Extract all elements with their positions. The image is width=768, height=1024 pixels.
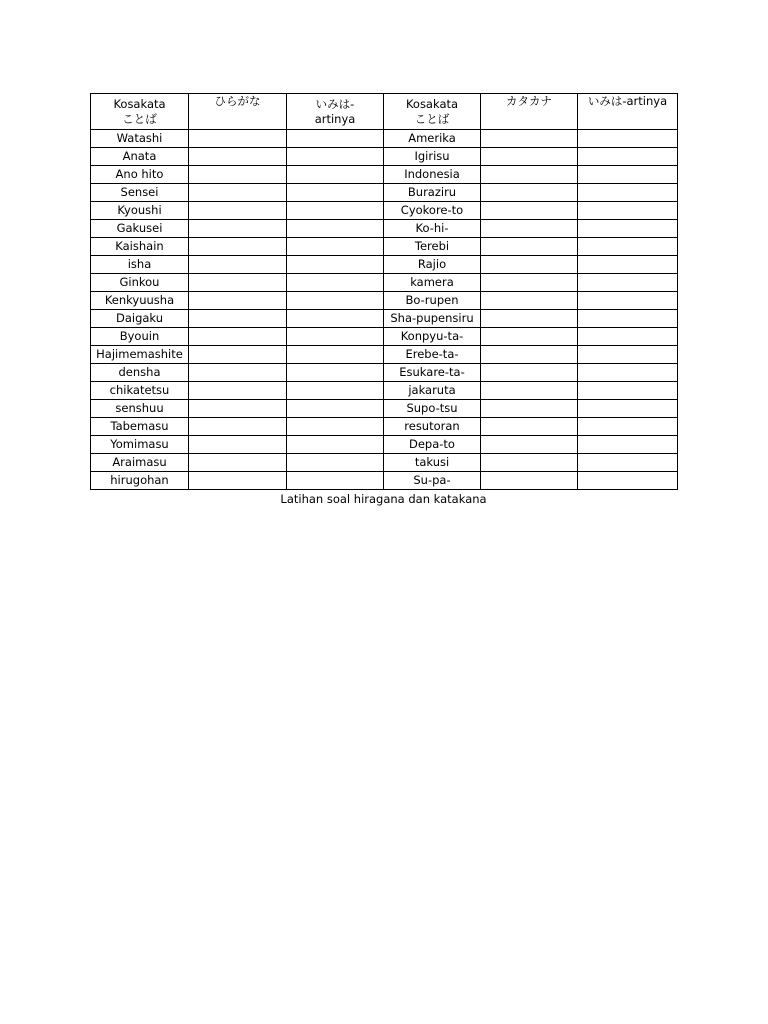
header-imi-left-line2: artinya <box>314 111 356 126</box>
artinya-left-answer-cell[interactable] <box>287 418 384 436</box>
table-row <box>91 202 678 220</box>
artinya-right-answer-cell[interactable] <box>578 202 678 220</box>
kosakata-right-cell: kamera <box>384 274 481 292</box>
artinya-right-answer-cell[interactable] <box>578 220 678 238</box>
table-row <box>91 328 678 346</box>
artinya-right-answer-cell[interactable] <box>578 184 678 202</box>
artinya-right-answer-cell[interactable] <box>578 454 678 472</box>
hiragana-answer-cell[interactable] <box>189 436 287 454</box>
kosakata-right-cell: resutoran <box>384 418 481 436</box>
katakana-answer-cell[interactable] <box>481 418 578 436</box>
hiragana-answer-cell[interactable] <box>189 328 287 346</box>
artinya-left-answer-cell[interactable] <box>287 382 384 400</box>
table-row <box>91 166 678 184</box>
artinya-left-answer-cell[interactable] <box>287 166 384 184</box>
hiragana-answer-cell[interactable] <box>189 454 287 472</box>
kosakata-right-cell: Indonesia <box>384 166 481 184</box>
katakana-answer-cell[interactable] <box>481 148 578 166</box>
artinya-left-answer-cell[interactable] <box>287 148 384 166</box>
header-kosakata-left <box>91 94 189 130</box>
kosakata-right-cell: Rajio <box>384 256 481 274</box>
table-row <box>91 400 678 418</box>
katakana-answer-cell[interactable] <box>481 400 578 418</box>
kosakata-left-cell: Anata <box>91 148 189 166</box>
table-row <box>91 130 678 148</box>
artinya-right-answer-cell[interactable] <box>578 418 678 436</box>
katakana-answer-cell[interactable] <box>481 274 578 292</box>
katakana-answer-cell[interactable] <box>481 472 578 490</box>
kosakata-left-cell: Byouin <box>91 328 189 346</box>
kosakata-right-cell: Konpyu-ta- <box>384 328 481 346</box>
hiragana-answer-cell[interactable] <box>189 238 287 256</box>
kosakata-right-cell: Cyokore-to <box>384 202 481 220</box>
table-row <box>91 220 678 238</box>
kosakata-left-cell: densha <box>91 364 189 382</box>
artinya-right-answer-cell[interactable] <box>578 256 678 274</box>
header-hiragana: ひらがな <box>189 94 287 130</box>
kosakata-right-cell: Amerika <box>384 130 481 148</box>
vocabulary-table <box>90 93 678 490</box>
header-kosakata-right <box>384 94 481 130</box>
table-row <box>91 418 678 436</box>
artinya-right-answer-cell[interactable] <box>578 472 678 490</box>
header-imi-left <box>287 94 384 130</box>
hiragana-answer-cell[interactable] <box>189 184 287 202</box>
katakana-answer-cell[interactable] <box>481 220 578 238</box>
artinya-left-answer-cell[interactable] <box>287 202 384 220</box>
artinya-right-answer-cell[interactable] <box>578 364 678 382</box>
kosakata-right-cell: Ko-hi- <box>384 220 481 238</box>
artinya-left-answer-cell[interactable] <box>287 400 384 418</box>
kosakata-left-cell: Gakusei <box>91 220 189 238</box>
kosakata-left-cell: chikatetsu <box>91 382 189 400</box>
worksheet <box>90 93 677 507</box>
hiragana-answer-cell[interactable] <box>189 382 287 400</box>
hiragana-answer-cell[interactable] <box>189 292 287 310</box>
header-katakana: カタカナ <box>481 94 578 130</box>
katakana-answer-cell[interactable] <box>481 292 578 310</box>
header-imi-right: いみは-artinya <box>578 94 678 130</box>
katakana-answer-cell[interactable] <box>481 328 578 346</box>
artinya-right-answer-cell[interactable] <box>578 346 678 364</box>
hiragana-answer-cell[interactable] <box>189 310 287 328</box>
kosakata-right-cell: jakaruta <box>384 382 481 400</box>
artinya-right-answer-cell[interactable] <box>578 310 678 328</box>
hiragana-answer-cell[interactable] <box>189 256 287 274</box>
header-kosakata-left-line1: Kosakata <box>113 96 166 111</box>
kosakata-left-cell: Ginkou <box>91 274 189 292</box>
katakana-answer-cell[interactable] <box>481 382 578 400</box>
hiragana-answer-cell[interactable] <box>189 274 287 292</box>
artinya-left-answer-cell[interactable] <box>287 310 384 328</box>
artinya-right-answer-cell[interactable] <box>578 328 678 346</box>
kosakata-right-cell: Bo-rupen <box>384 292 481 310</box>
artinya-right-answer-cell[interactable] <box>578 130 678 148</box>
artinya-left-answer-cell[interactable] <box>287 130 384 148</box>
hiragana-answer-cell[interactable] <box>189 364 287 382</box>
artinya-left-answer-cell[interactable] <box>287 454 384 472</box>
kosakata-left-cell: senshuu <box>91 400 189 418</box>
kosakata-right-cell: Su-pa- <box>384 472 481 490</box>
kosakata-right-cell: Esukare-ta- <box>384 364 481 382</box>
header-kosakata-left-line2: ことば <box>122 111 157 126</box>
table-row <box>91 274 678 292</box>
artinya-left-answer-cell[interactable] <box>287 328 384 346</box>
kosakata-left-cell: Tabemasu <box>91 418 189 436</box>
katakana-answer-cell[interactable] <box>481 256 578 274</box>
kosakata-right-cell: Depa-to <box>384 436 481 454</box>
katakana-answer-cell[interactable] <box>481 166 578 184</box>
artinya-right-answer-cell[interactable] <box>578 382 678 400</box>
kosakata-right-cell: Igirisu <box>384 148 481 166</box>
table-row <box>91 310 678 328</box>
header-imi-left-line1: いみは- <box>315 96 355 111</box>
artinya-right-answer-cell[interactable] <box>578 238 678 256</box>
kosakata-left-cell: Hajimemashite <box>91 346 189 364</box>
artinya-left-answer-cell[interactable] <box>287 472 384 490</box>
table-row <box>91 184 678 202</box>
table-row <box>91 364 678 382</box>
table-row <box>91 238 678 256</box>
kosakata-right-cell: Terebi <box>384 238 481 256</box>
katakana-answer-cell[interactable] <box>481 346 578 364</box>
hiragana-answer-cell[interactable] <box>189 220 287 238</box>
hiragana-answer-cell[interactable] <box>189 418 287 436</box>
artinya-left-answer-cell[interactable] <box>287 364 384 382</box>
kosakata-left-cell: isha <box>91 256 189 274</box>
table-row <box>91 472 678 490</box>
artinya-right-answer-cell[interactable] <box>578 292 678 310</box>
vocabulary-table-body <box>91 130 678 490</box>
kosakata-right-cell: Supo-tsu <box>384 400 481 418</box>
katakana-answer-cell[interactable] <box>481 454 578 472</box>
kosakata-left-cell: Sensei <box>91 184 189 202</box>
table-row <box>91 454 678 472</box>
katakana-answer-cell[interactable] <box>481 436 578 454</box>
artinya-right-answer-cell[interactable] <box>578 400 678 418</box>
kosakata-right-cell: Sha-pupensiru <box>384 310 481 328</box>
artinya-right-answer-cell[interactable] <box>578 274 678 292</box>
kosakata-left-cell: Ano hito <box>91 166 189 184</box>
table-row <box>91 292 678 310</box>
artinya-left-answer-cell[interactable] <box>287 256 384 274</box>
kosakata-left-cell: Watashi <box>91 130 189 148</box>
hiragana-answer-cell[interactable] <box>189 346 287 364</box>
katakana-answer-cell[interactable] <box>481 238 578 256</box>
hiragana-answer-cell[interactable] <box>189 202 287 220</box>
artinya-left-answer-cell[interactable] <box>287 274 384 292</box>
artinya-right-answer-cell[interactable] <box>578 166 678 184</box>
hiragana-answer-cell[interactable] <box>189 400 287 418</box>
kosakata-left-cell: Kaishain <box>91 238 189 256</box>
katakana-answer-cell[interactable] <box>481 202 578 220</box>
hiragana-answer-cell[interactable] <box>189 472 287 490</box>
artinya-right-answer-cell[interactable] <box>578 436 678 454</box>
hiragana-answer-cell[interactable] <box>189 166 287 184</box>
katakana-answer-cell[interactable] <box>481 310 578 328</box>
katakana-answer-cell[interactable] <box>481 184 578 202</box>
artinya-left-answer-cell[interactable] <box>287 238 384 256</box>
header-kosakata-right-line1: Kosakata <box>405 96 459 111</box>
kosakata-right-cell: Erebe-ta- <box>384 346 481 364</box>
table-row <box>91 382 678 400</box>
header-kosakata-right-line2: ことば <box>414 111 450 126</box>
kosakata-left-cell: hirugohan <box>91 472 189 490</box>
table-row <box>91 256 678 274</box>
artinya-right-answer-cell[interactable] <box>578 148 678 166</box>
kosakata-left-cell: Yomimasu <box>91 436 189 454</box>
table-row <box>91 436 678 454</box>
kosakata-right-cell: Buraziru <box>384 184 481 202</box>
hiragana-answer-cell[interactable] <box>189 148 287 166</box>
header-row <box>91 94 678 130</box>
worksheet-caption: Latihan soal hiragana dan katakana <box>280 492 487 506</box>
katakana-answer-cell[interactable] <box>481 364 578 382</box>
artinya-left-answer-cell[interactable] <box>287 292 384 310</box>
kosakata-left-cell: Kyoushi <box>91 202 189 220</box>
katakana-answer-cell[interactable] <box>481 130 578 148</box>
table-row <box>91 148 678 166</box>
artinya-left-answer-cell[interactable] <box>287 220 384 238</box>
kosakata-left-cell: Araimasu <box>91 454 189 472</box>
table-row <box>91 346 678 364</box>
artinya-left-answer-cell[interactable] <box>287 184 384 202</box>
kosakata-right-cell: takusi <box>384 454 481 472</box>
hiragana-answer-cell[interactable] <box>189 130 287 148</box>
kosakata-left-cell: Daigaku <box>91 310 189 328</box>
artinya-left-answer-cell[interactable] <box>287 346 384 364</box>
artinya-left-answer-cell[interactable] <box>287 436 384 454</box>
kosakata-left-cell: Kenkyuusha <box>91 292 189 310</box>
